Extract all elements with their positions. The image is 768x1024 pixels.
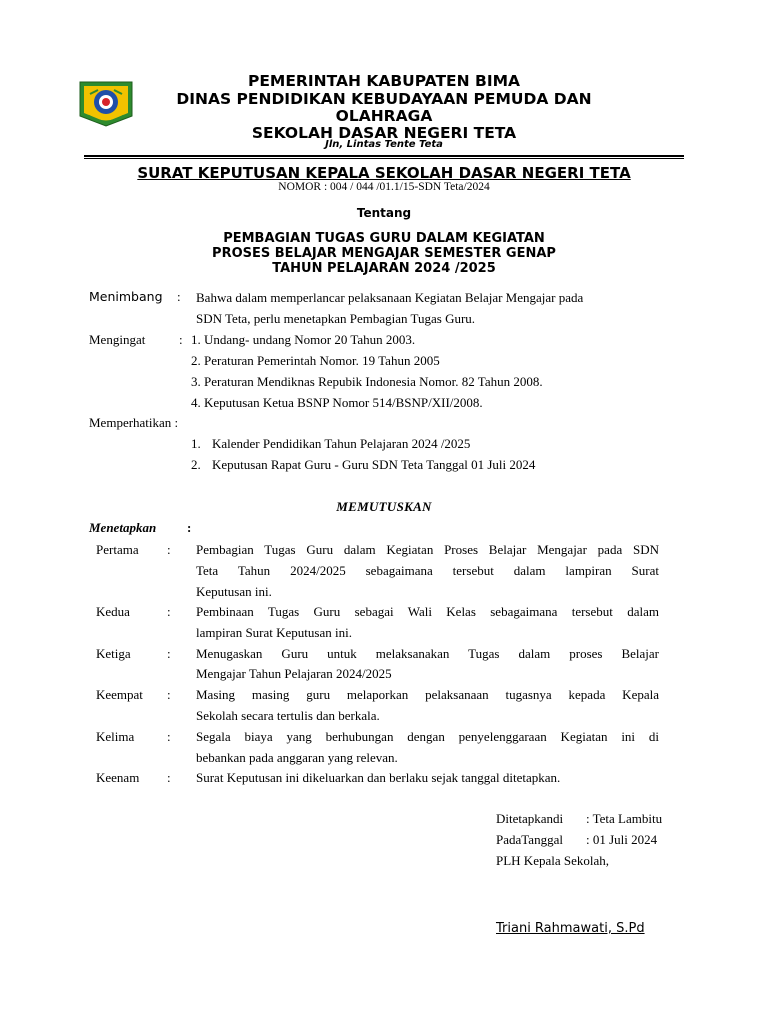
- signature-date-value: : 01 Juli 2024: [586, 832, 658, 847]
- tentang-heading: Tentang: [356, 206, 412, 220]
- memutuskan-heading: MEMUTUSKAN: [336, 499, 432, 514]
- decision-keempat-line-1: Masing masing guru melaporkan pelaksanaan tugasnya kepada Kepala: [196, 687, 659, 702]
- document-number: NOMOR : 004 / 044 /01.1/15-SDN Teta/2024: [278, 181, 490, 193]
- letterhead-line-3: OLAHRAGA: [335, 107, 433, 125]
- decision-kelima-line-2: bebankan pada anggaran yang relevan.: [196, 750, 398, 765]
- letterhead-line-1: PEMERINTAH KABUPATEN BIMA: [247, 72, 521, 90]
- decision-label-pertama: Pertama: [96, 542, 139, 557]
- decision-pertama-line-2: Teta Tahun 2024/2025 sebagaimana tersebut dalam lampiran Surat: [196, 563, 659, 578]
- decision-pertama-line-1: Pembagian Tugas Guru dalam Kegiatan Proses Belajar Mengajar pada SDN: [196, 542, 659, 557]
- memperhatikan-label: Memperhatikan :: [89, 415, 179, 430]
- letterhead-school-name: SEKOLAH DASAR NEGERI TETA: [251, 124, 517, 142]
- memperhatikan-item-2: Keputusan Rapat Guru - Guru SDN Teta Tanggal 01 Juli 2024: [212, 457, 536, 472]
- menimbang-label: Menimbang: [89, 289, 163, 304]
- decision-pertama-line-3: Keputusan ini.: [196, 584, 272, 599]
- memperhatikan-num-2: 2.: [191, 457, 201, 472]
- decision-colon: :: [167, 604, 171, 619]
- decision-label-keenam: Keenam: [96, 770, 140, 785]
- decision-label-kedua: Kedua: [96, 604, 130, 619]
- memperhatikan-num-1: 1.: [191, 436, 201, 451]
- decision-ketiga-line-1: Menugaskan Guru untuk melaksanakan Tugas dalam proses Belajar: [196, 646, 659, 661]
- mengingat-item-2: 2. Peraturan Pemerintah Nomor. 19 Tahun 2005: [191, 353, 440, 368]
- mengingat-item-3: 3. Peraturan Mendiknas Repubik Indonesia Nomor. 82 Tahun 2008.: [191, 374, 543, 389]
- letterhead-line-2: DINAS PENDIDIKAN KEBUDAYAAN PEMUDA DAN: [176, 90, 592, 108]
- memperhatikan-item-1: Kalender Pendidikan Tahun Pelajaran 2024 /2025: [212, 436, 471, 451]
- decision-keempat-line-2: Sekolah secara tertulis dan berkala.: [196, 708, 380, 723]
- decision-kelima-line-1: Segala biaya yang berhubungan dengan penyelenggaraan Kegiatan ini di: [196, 729, 659, 744]
- decision-colon: :: [167, 729, 171, 744]
- menetapkan-label: Menetapkan: [89, 520, 157, 535]
- subject-line-1: PEMBAGIAN TUGAS GURU DALAM KEGIATAN: [223, 231, 545, 246]
- menetapkan-colon: :: [187, 520, 192, 535]
- decision-colon: :: [167, 646, 171, 661]
- decision-label-keempat: Keempat: [96, 687, 143, 702]
- decision-kedua-line-2: lampiran Surat Keputusan ini.: [196, 625, 352, 640]
- decision-colon: :: [167, 542, 171, 557]
- decision-keenam-line-1: Surat Keputusan ini dikeluarkan dan berlaku sejak tanggal ditetapkan.: [196, 770, 561, 785]
- letterhead-divider: [84, 155, 684, 157]
- menimbang-line-1: Bahwa dalam memperlancar pelaksanaan Kegiatan Belajar Mengajar pada: [196, 290, 584, 305]
- decision-colon: :: [167, 687, 171, 702]
- document-title-text: SURAT KEPUTUSAN KEPALA SEKOLAH DASAR NEGERI TETA: [137, 164, 631, 182]
- subject-line-3: TAHUN PELAJARAN 2024 /2025: [272, 261, 496, 276]
- mengingat-label: Mengingat: [89, 332, 146, 347]
- decision-ketiga-line-2: Mengajar Tahun Pelajaran 2024/2025: [196, 666, 392, 681]
- letterhead-address: Jln, Lintas Tente Teta: [325, 139, 443, 150]
- signatory-name: Triani Rahmawati, S.Pd: [496, 921, 645, 936]
- decision-kedua-line-1: Pembinaan Tugas Guru sebagai Wali Kelas sebagaimana tersebut dalam: [196, 604, 659, 619]
- signature-position: PLH Kepala Sekolah,: [496, 853, 610, 868]
- mengingat-colon: :: [179, 332, 183, 347]
- decision-label-ketiga: Ketiga: [96, 646, 131, 661]
- menimbang-colon: :: [177, 289, 181, 304]
- menimbang-line-2: SDN Teta, perlu menetapkan Pembagian Tugas Guru.: [196, 311, 476, 326]
- letterhead-divider-thin: [84, 158, 684, 159]
- subject-line-2: PROSES BELAJAR MENGAJAR SEMESTER GENAP: [212, 246, 556, 261]
- document-title: [0, 164, 768, 182]
- signature-place-label: Ditetapkandi: [496, 811, 564, 826]
- decision-label-kelima: Kelima: [96, 729, 135, 744]
- decision-colon: :: [167, 770, 171, 785]
- signature-date-label: PadaTanggal: [496, 832, 563, 847]
- mengingat-item-1: 1. Undang- undang Nomor 20 Tahun 2003.: [191, 332, 416, 347]
- mengingat-item-4: 4. Keputusan Ketua BSNP Nomor 514/BSNP/XII/2008.: [191, 395, 483, 410]
- signature-place-value: : Teta Lambitu: [586, 811, 663, 826]
